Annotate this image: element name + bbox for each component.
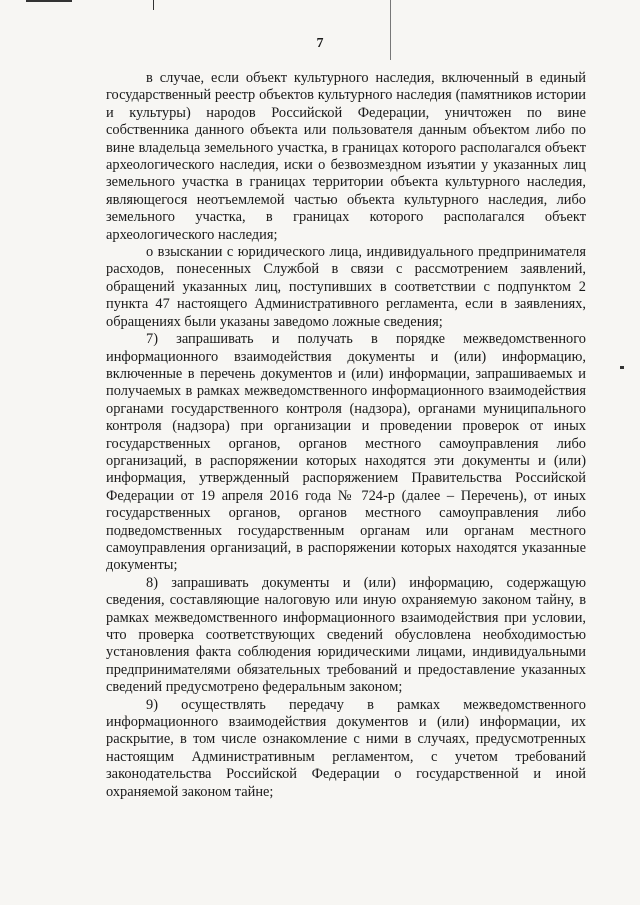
paragraph-item-9: 9) осуществлять передачу в рамках межведомственного информационного взаимодействия документов и (или) информации, их раскрытие, в том числе ознакомление с ними в случаях, предусмотренных настоящим Административным регламентом, с учетом требований законодательства Российской Федерации о государственной и иной охраняемой законом тайне; xyxy=(106,696,586,800)
paragraph-cultural-heritage-claims: в случае, если объект культурного наследия, включенный в единый государственный реестр объектов культурного наследия (памятников истории и культуры) народов Российской Федерации, уничтожен по вине собственника данного объекта или пользователя данным объектом либо по вине владельца земельного участка, в границах которого располагался объект археологического наследия, иски о безвозмездном изъятии у указанных лиц земельного участка в границах территории объекта культурного наследия, являющегося неотъемлемой частью объекта культурного наследия, либо земельного участка, в границах которого располагался объект археологического наследия; xyxy=(106,70,586,243)
paragraph-item-7: 7) запрашивать и получать в порядке межведомственного информационного взаимодействия документы и (или) информацию, включенные в перечень документов и (или) информации, запрашиваемых и получаемых в рамках межведомственного информационного взаимодействия органами государственного контроля (надзора), органами муниципального контроля (надзора) при организации и проведении проверок от иных государственных органов, органов местного самоуправления либо организаций, в распоряжении которых находятся эти документы и (или) информация, утвержденный распоряжением Правительства Российской Федерации от 19 апреля 2016 года № 724-р (далее – Перечень), от иных государственных органов, органов местного самоуправления либо подведомственных государственным органам или органам местного самоуправления организаций, в распоряжении которых находятся указанные документы; xyxy=(106,331,586,574)
page-number: 7 xyxy=(316,36,324,51)
scan-artifact-right-mark xyxy=(620,366,624,369)
scan-artifact-top-tick xyxy=(153,0,154,10)
paragraph-item-8: 8) запрашивать документы и (или) информацию, содержащую сведения, составляющие налоговую или иную охраняемую законом тайну, в рамках межведомственного информационного взаимодействия при условии, что проверка соответствующих сведений обусловлена необходимостью установления факта соблюдения юридическими лицами, индивидуальными предпринимателями обязательных требований и предоставление указанных сведений предусмотрено федеральным законом; xyxy=(106,574,586,696)
paragraph-expense-recovery: о взыскании с юридического лица, индивидуального предпринимателя расходов, понесенных Службой в связи с рассмотрением заявлений, обращений указанных лиц, поступивших в соответствии с подпунктом 2 пункта 47 настоящего Административного регламента, если в заявлениях, обращениях были указаны заведомо ложные сведения; xyxy=(106,244,586,330)
document-body xyxy=(106,70,586,801)
scan-artifact-top-left xyxy=(26,0,72,2)
